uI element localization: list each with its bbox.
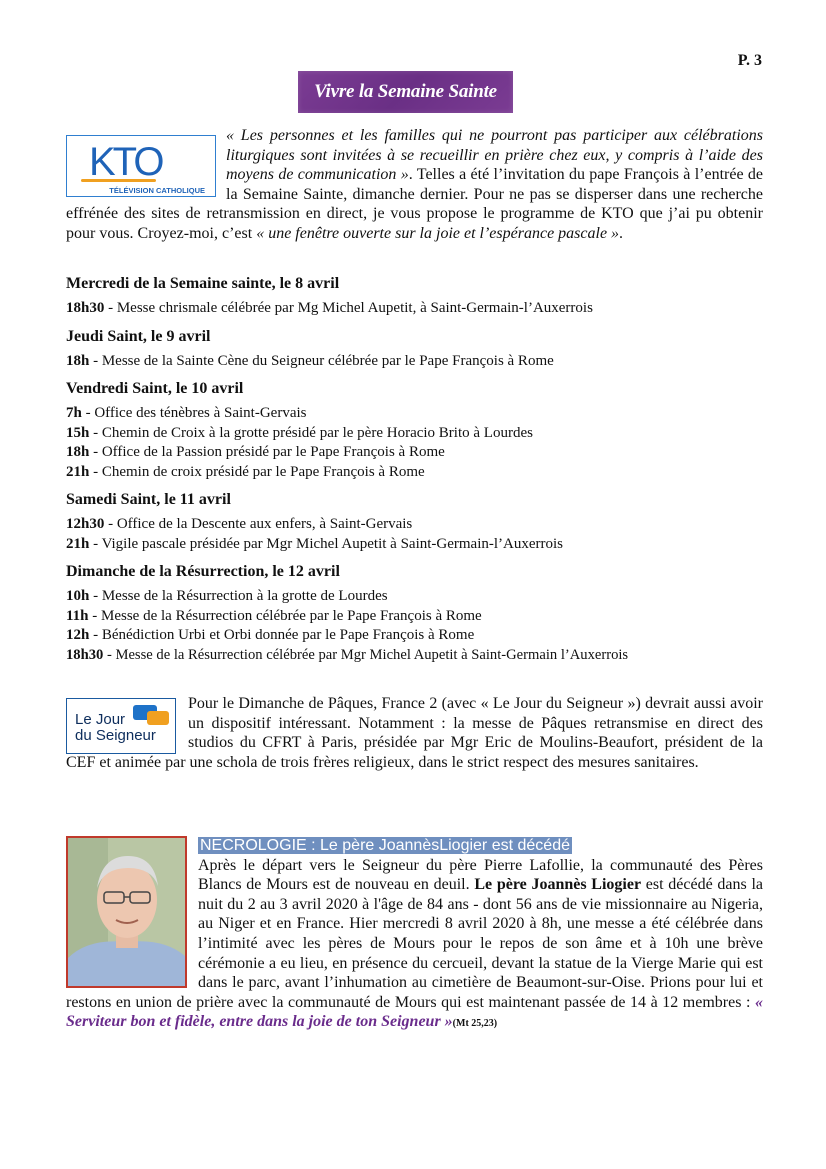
schedule-entry xyxy=(66,463,766,483)
entry-desc: - Messe de la Sainte Cène du Seigneur célébrée par le Pape François à Rome xyxy=(89,352,554,369)
entry-desc: - Vigile pascale présidée par Mgr Michel Aupetit à Saint-Germain-l’Auxerrois xyxy=(89,535,564,552)
intro-quote-2: « une fenêtre ouverte sur la joie et l’espérance pascale » xyxy=(256,224,620,242)
entry-time: 18h xyxy=(66,444,90,460)
schedule-entry xyxy=(66,515,766,535)
schedule-entry xyxy=(66,404,766,424)
jds-logo-line2: du Seigneur xyxy=(75,727,156,744)
entry-desc: - Chemin de Croix à la grotte présidé par le père Horacio Brito à Lourdes xyxy=(89,424,533,441)
jds-logo-text xyxy=(75,712,156,744)
entry-desc: - Messe chrismale célébrée par Mg Michel Aupetit, à Saint-Germain-l’Auxerrois xyxy=(104,300,593,316)
entry-desc: - Messe de la Résurrection à la grotte de Lourdes xyxy=(89,588,388,604)
page-number: P. 3 xyxy=(737,52,762,69)
jds-text: Pour le Dimanche de Pâques, France 2 (avec « Le Jour du Seigneur ») devrait aussi avoir un dispositif intéressant. Notamment : la messe de Pâques retransmise en direct des studios du CFRT à Paris, présidée par Mgr Eric de Moulins-Beaufort, président de la CEF et animée par une schola de trois frères religieux, dans le strict respect des mesures sanitaires. xyxy=(66,695,763,771)
entry-time: 18h xyxy=(66,352,90,369)
schedule-entry xyxy=(66,607,766,627)
entry-time: 11h xyxy=(66,607,89,624)
entry-desc: - Office des ténèbres à Saint-Gervais xyxy=(81,405,307,421)
intro-end: . xyxy=(619,224,624,242)
kto-logo xyxy=(66,135,216,197)
entry-time: 15h xyxy=(66,424,90,441)
day-section xyxy=(66,379,766,482)
entry-time: 21h xyxy=(66,463,90,480)
entry-time: 18h30 xyxy=(66,646,104,663)
schedule-entry xyxy=(66,535,766,555)
necro-text: Après le départ vers le Seigneur du père Pierre Lafollie, la communauté des Pères Blancs de Mours est de nouveau en deuil. xyxy=(198,856,763,894)
schedule-entry xyxy=(66,299,766,319)
day-section xyxy=(66,274,766,319)
entry-time: 18h30 xyxy=(66,300,105,316)
schedule xyxy=(66,274,766,673)
intro-quote: « Les personnes et les familles qui ne pourront pas participer aux célébrations liturgiques sont invitées à se recueillir en prière chez eux, y compris à l’aide des moyens de communication » xyxy=(226,127,763,184)
entry-desc: - Messe de la Résurrection célébrée par Mgr Michel Aupetit à Saint-Germain l’Auxerrois xyxy=(103,646,629,663)
schedule-entry xyxy=(66,587,766,607)
banner-title: Vivre la Semaine Sainte xyxy=(298,71,513,113)
entry-time: 12h xyxy=(66,627,90,643)
portrait-image xyxy=(68,838,185,986)
necro-name: Le père Joannès Liogier xyxy=(474,876,642,894)
schedule-entry xyxy=(66,424,766,444)
day-title: Jeudi Saint, le 9 avril xyxy=(66,327,211,345)
kto-letters: KTO xyxy=(89,140,162,184)
entry-time: 7h xyxy=(66,405,82,421)
portrait-photo xyxy=(66,836,187,988)
schedule-entry xyxy=(66,352,766,372)
day-title: Dimanche de la Résurrection, le 12 avril xyxy=(66,563,340,580)
entry-desc: - Office de la Passion présidé par le Pape François à Rome xyxy=(89,444,445,460)
entry-time: 21h xyxy=(66,535,90,552)
schedule-entry xyxy=(66,646,766,666)
entry-time: 12h30 xyxy=(66,516,105,532)
necro-text-2: est décédé dans la nuit du 2 au 3 avril 2020 à l'âge de 84 ans - dont 56 ans de vie missionnaire au Nigeria, au Niger et en France. Hier mercredi 8 avril 2020 à 8h, une messe a été célébrée dans l’intimité avec les pères de Mours pour le repos de son âme et à 10h une brève cérémonie a eu lieu, en présence du cercueil, devant la statue de la Vierge Marie qui est dans le parc, avant l’inhumation au cimetière de Beaumont-sur-Oise. Prions pour lui et restons en union de prière avec la communauté de Mours qui est maintenant passée de 14 à 12 membres : xyxy=(66,876,763,1011)
schedule-entry xyxy=(66,443,766,463)
day-title: Mercredi de la Semaine sainte, le 8 avril xyxy=(66,275,340,292)
day-title: Samedi Saint, le 11 avril xyxy=(66,491,231,508)
schedule-entry xyxy=(66,626,766,646)
entry-time: 10h xyxy=(66,588,90,604)
intro-text: . Telles a été l’invitation du pape François à l’entrée de la Semaine Sainte, dimanche dernier. Pour ne pas se disperser dans une recherche effrénée des sites de retransmission en direct, je vous propose le programme de KTO que j’ai pu obtenir pour vous. Croyez-moi, c’est xyxy=(66,166,764,242)
verse-reference: (Mt 25,23) xyxy=(452,1018,498,1030)
day-section xyxy=(66,562,766,665)
kto-subtitle: TÉLÉVISION CATHOLIQUE xyxy=(67,185,215,196)
entry-desc: - Bénédiction Urbi et Orbi donnée par le Pape François à Rome xyxy=(89,627,475,643)
bible-verse: « Serviteur bon et fidèle, entre dans la joie de ton Seigneur » xyxy=(66,993,763,1031)
entry-desc: - Chemin de croix présidé par le Pape François à Rome xyxy=(89,463,425,480)
day-section xyxy=(66,327,766,372)
entry-desc: - Messe de la Résurrection célébrée par le Pape François à Rome xyxy=(88,607,482,624)
entry-desc: - Office de la Descente aux enfers, à Saint-Gervais xyxy=(104,516,413,532)
day-title: Vendredi Saint, le 10 avril xyxy=(66,380,244,397)
jds-logo-line1: Le Jour xyxy=(75,711,126,728)
jour-du-seigneur-logo xyxy=(66,698,176,754)
necrology-title: NECROLOGIE : Le père JoannèsLiogier est décédé xyxy=(200,837,570,854)
day-section xyxy=(66,490,766,554)
